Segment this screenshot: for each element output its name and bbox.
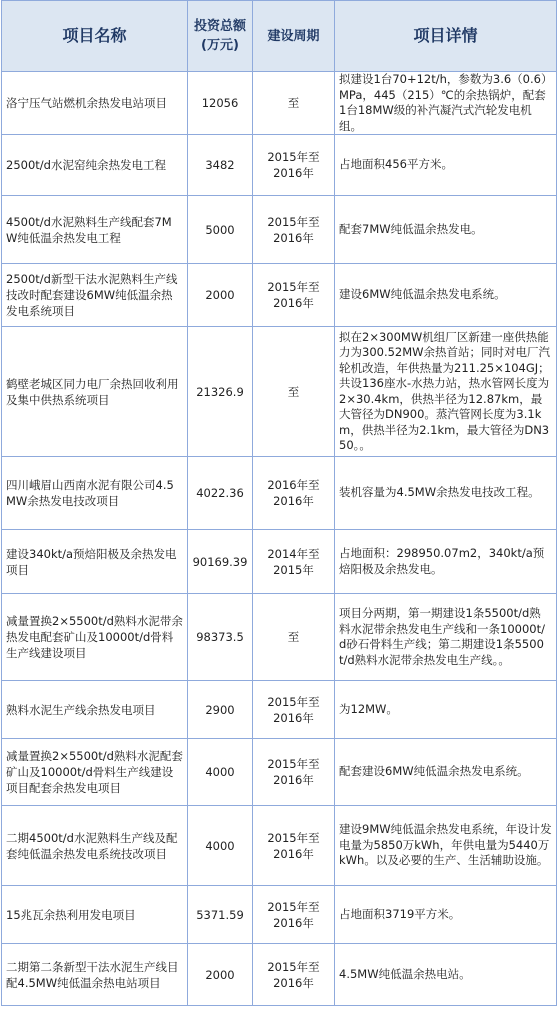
table-row <box>2 196 557 264</box>
period-cell <box>253 594 335 681</box>
period-start: 2014年至 <box>267 546 320 561</box>
table-row <box>2 594 557 681</box>
period-start: 至 <box>287 630 300 644</box>
project-name-cell: 减量置换2×5500t/d熟料水泥配套矿山及10000t/d骨料生产线建设项目配套余热发电项目 <box>2 739 188 806</box>
details-cell: 配套7MW纯低温余热发电。 <box>335 196 557 264</box>
period-cell <box>253 806 335 886</box>
header-investment-line2: (万元) <box>201 38 239 53</box>
header-period: 建设周期 <box>253 1 335 72</box>
table-row <box>2 135 557 196</box>
project-name-cell: 2500t/d水泥窑纯余热发电工程 <box>2 135 188 196</box>
period-cell <box>253 530 335 594</box>
period-end: 2016年 <box>273 296 314 310</box>
period-start: 2015年至 <box>267 757 320 771</box>
project-name-cell: 洛宁压气站燃机余热发电站项目 <box>2 72 188 135</box>
investment-cell: 2900 <box>188 681 253 739</box>
period-start: 2015年至 <box>267 959 320 974</box>
period-start: 2015年至 <box>267 150 320 164</box>
project-name-cell: 鹤壁老城区同力电厂余热回收利用及集中供热系统项目 <box>2 327 188 457</box>
period-start: 2016年至 <box>267 478 320 492</box>
project-name-cell: 二期第二条新型干法水泥生产线目配4.5MW纯低温余热电站项目 <box>2 944 188 1006</box>
period-cell <box>253 196 335 264</box>
project-name-cell: 二期4500t/d水泥熟料生产线及配套纯低温余热发电系统技改项目 <box>2 806 188 886</box>
investment-cell: 4022.36 <box>188 457 253 530</box>
period-cell <box>253 327 335 457</box>
period-end: 2016年 <box>273 975 314 990</box>
details-cell: 拟在2×300MW机组厂区新建一座供热能力为300.52MW余热首站；同时对电厂汽轮机改造，年供热量为211.25×104GJ；共设136座水-水热力站，热水管网长度为2×30.4km，供热半径为12.87km，最大管径为DN900。蒸汽管网长度为3.1km，供热半径为2.1km，最大管径为DN350。。 <box>335 327 557 457</box>
period-end: 2016年 <box>273 915 314 930</box>
period-cell <box>253 264 335 327</box>
details-cell: 配套建设6MW纯低温余热发电系统。 <box>335 739 557 806</box>
details-cell: 拟建设1台70+12t/h，参数为3.6（0.6）MPa，445（215）℃的余热锅炉，配套1台18MW级的补汽凝汽式汽轮发电机组。 <box>335 72 557 135</box>
table-row <box>2 264 557 327</box>
details-cell: 装机容量为4.5MW余热发电技改工程。 <box>335 457 557 530</box>
header-name: 项目名称 <box>2 1 188 72</box>
table-row <box>2 457 557 530</box>
table-row <box>2 739 557 806</box>
table-row <box>2 944 557 1006</box>
period-start: 至 <box>287 96 300 110</box>
details-cell: 占地面积456平方米。 <box>335 135 557 196</box>
project-name-cell: 4500t/d水泥熟料生产线配套7MW纯低温余热发电工程 <box>2 196 188 264</box>
period-start: 2015年至 <box>267 694 320 709</box>
investment-cell: 2000 <box>188 944 253 1006</box>
period-cell <box>253 739 335 806</box>
project-name-cell: 减量置换2×5500t/d熟料水泥带余热发电配套矿山及10000t/d骨料生产线建设项目 <box>2 594 188 681</box>
project-name-cell: 建设340kt/a预焙阳极及余热发电项目 <box>2 530 188 594</box>
table-row <box>2 886 557 944</box>
investment-cell: 5000 <box>188 196 253 264</box>
period-cell <box>253 457 335 530</box>
investment-cell: 12056 <box>188 72 253 135</box>
project-name-cell: 四川峨眉山西南水泥有限公司4.5MW余热发电技改项目 <box>2 457 188 530</box>
investment-cell: 21326.9 <box>188 327 253 457</box>
investment-cell: 5371.59 <box>188 886 253 944</box>
details-cell: 为12MW。 <box>335 681 557 739</box>
investment-cell: 4000 <box>188 739 253 806</box>
period-start: 2015年至 <box>267 830 320 845</box>
table-row <box>2 530 557 594</box>
header-investment <box>188 1 253 72</box>
table-row <box>2 806 557 886</box>
details-cell: 建设9MW纯低温余热发电系统，年设计发电量为5850万kWh，年供电量为5440万kWh。以及必要的生产、生活辅助设施。 <box>335 806 557 886</box>
period-cell <box>253 886 335 944</box>
details-cell: 占地面积3719平方米。 <box>335 886 557 944</box>
header-investment-line1: 投资总额 <box>193 19 246 34</box>
table-body <box>2 72 557 1006</box>
period-start: 至 <box>287 384 300 399</box>
period-cell <box>253 681 335 739</box>
details-cell: 4.5MW纯低温余热电站。 <box>335 944 557 1006</box>
period-end: 2016年 <box>273 494 314 508</box>
project-name-cell: 2500t/d新型干法水泥熟料生产线技改时配套建设6MW纯低温余热发电系统项目 <box>2 264 188 327</box>
project-name-cell: 15兆瓦余热利用发电项目 <box>2 886 188 944</box>
details-cell: 项目分两期，第一期建设1条5500t/d熟料水泥带余热发电生产线和一条10000t/d砂石骨料生产线；第二期建设1条5500t/d熟料水泥带余热发电生产线。。 <box>335 594 557 681</box>
period-cell <box>253 135 335 196</box>
period-end: 2016年 <box>273 710 314 725</box>
investment-cell: 4000 <box>188 806 253 886</box>
period-cell <box>253 72 335 135</box>
period-end: 2016年 <box>273 773 314 787</box>
period-cell <box>253 944 335 1006</box>
period-end: 2016年 <box>273 166 314 180</box>
period-end: 2016年 <box>273 846 314 861</box>
header-details: 项目详情 <box>335 1 557 72</box>
table-row <box>2 681 557 739</box>
period-start: 2015年至 <box>267 214 320 229</box>
details-cell: 占地面积：298950.07m2，340kt/a预焙阳极及余热发电。 <box>335 530 557 594</box>
project-name-cell: 熟料水泥生产线余热发电项目 <box>2 681 188 739</box>
table-row <box>2 327 557 457</box>
investment-cell: 3482 <box>188 135 253 196</box>
investment-cell: 2000 <box>188 264 253 327</box>
period-end: 2015年 <box>273 562 314 577</box>
details-cell: 建设6MW纯低温余热发电系统。 <box>335 264 557 327</box>
investment-cell: 90169.39 <box>188 530 253 594</box>
period-end: 2016年 <box>273 230 314 245</box>
period-start: 2015年至 <box>267 899 320 914</box>
header-row <box>2 1 557 72</box>
investment-cell: 98373.5 <box>188 594 253 681</box>
table-row <box>2 72 557 135</box>
projects-table <box>1 0 557 1006</box>
period-start: 2015年至 <box>267 280 320 294</box>
